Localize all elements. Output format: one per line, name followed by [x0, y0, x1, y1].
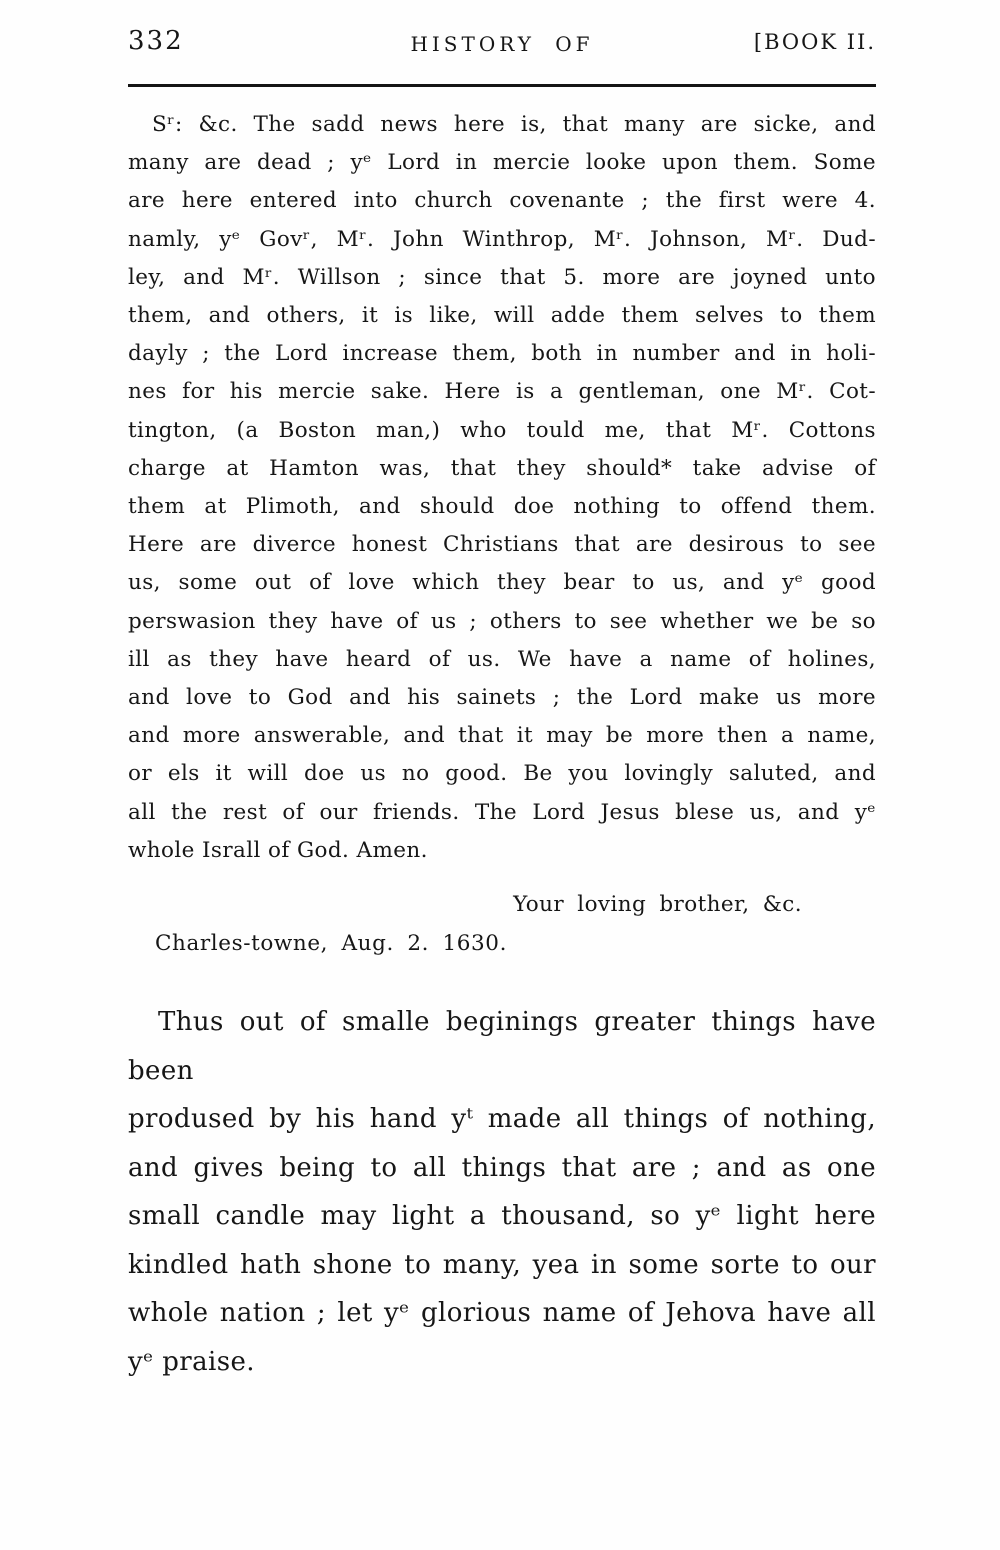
letter-line: Sʳ: &c. The sadd news here is, that many are sicke, and: [152, 112, 876, 137]
letter-line: namly, yᵉ Govʳ, Mʳ. John Winthrop, Mʳ. Johnson, Mʳ. Dud-: [128, 226, 876, 252]
letter-line: charge at Hamton was, that they should* take advise of: [128, 455, 876, 481]
page-header: [128, 26, 876, 62]
bradford-letter: [128, 106, 876, 964]
paragraph-line: Thus out of smalle beginings greater things have been: [128, 1007, 876, 1086]
letter-line: nes for his mercie sake. Here is a gentleman, one Mʳ. Cot-: [128, 379, 876, 405]
letter-line: many are dead ; yᵉ Lord in mercie looke upon them. Some: [128, 150, 876, 176]
letter-line: tington, (a Boston man,) who tould me, that Mʳ. Cottons: [128, 417, 876, 443]
letter-line: whole Israll of God. Amen.: [128, 837, 428, 863]
letter-line: are here entered into church covenante ; the first were 4.: [128, 188, 876, 214]
letter-line: perswasion they have of us ; others to see whether we be so: [128, 608, 876, 634]
letter-line: us, some out of love which they bear to us, and yᵉ good: [128, 570, 876, 596]
letter-line: them, and others, it is like, will adde them selves to them: [128, 303, 876, 329]
paragraph-line: and gives being to all things that are ; and as one: [128, 1152, 876, 1183]
paragraph-line: whole nation ; let yᵉ glorious name of Jehova have all: [128, 1298, 876, 1328]
letter-line: all the rest of our friends. The Lord Jesus blese us, and yᵉ: [128, 799, 876, 825]
letter-signature: Your loving brother, &c.: [513, 892, 802, 918]
letter-line: Here are diverce honest Christians that are desirous to see: [128, 532, 876, 558]
paragraph-line: kindled hath shone to many, yea in some sorte to our: [128, 1249, 876, 1280]
letter-line: them at Plimoth, and should doe nothing to offend them.: [128, 494, 876, 520]
letter-line: and more answerable, and that it may be more then a name,: [128, 723, 876, 749]
paragraph-line: prodused by his hand yᵗ made all things of nothing,: [128, 1104, 876, 1134]
paragraph-line: small candle may light a thousand, so yᵉ light here: [128, 1201, 876, 1231]
running-title: HISTORY OF: [410, 32, 594, 56]
book-label: [BOOK II.: [753, 30, 876, 54]
closing-paragraph: [128, 998, 876, 1386]
page-number: 332: [128, 26, 184, 56]
letter-line: and love to God and his sainets ; the Lord make us more: [128, 685, 876, 711]
letter-dateline: Charles-towne, Aug. 2. 1630.: [155, 931, 508, 957]
letter-line: or els it will doe us no good. Be you lovingly saluted, and: [128, 761, 876, 787]
letter-line: ill as they have heard of us. We have a name of holines,: [128, 646, 876, 672]
letter-line: ley, and Mʳ. Willson ; since that 5. more are joyned unto: [128, 264, 876, 290]
paragraph-line: yᵉ praise.: [128, 1346, 255, 1377]
header-rule: [128, 84, 876, 87]
letter-line: dayly ; the Lord increase them, both in number and in holi-: [128, 341, 876, 367]
